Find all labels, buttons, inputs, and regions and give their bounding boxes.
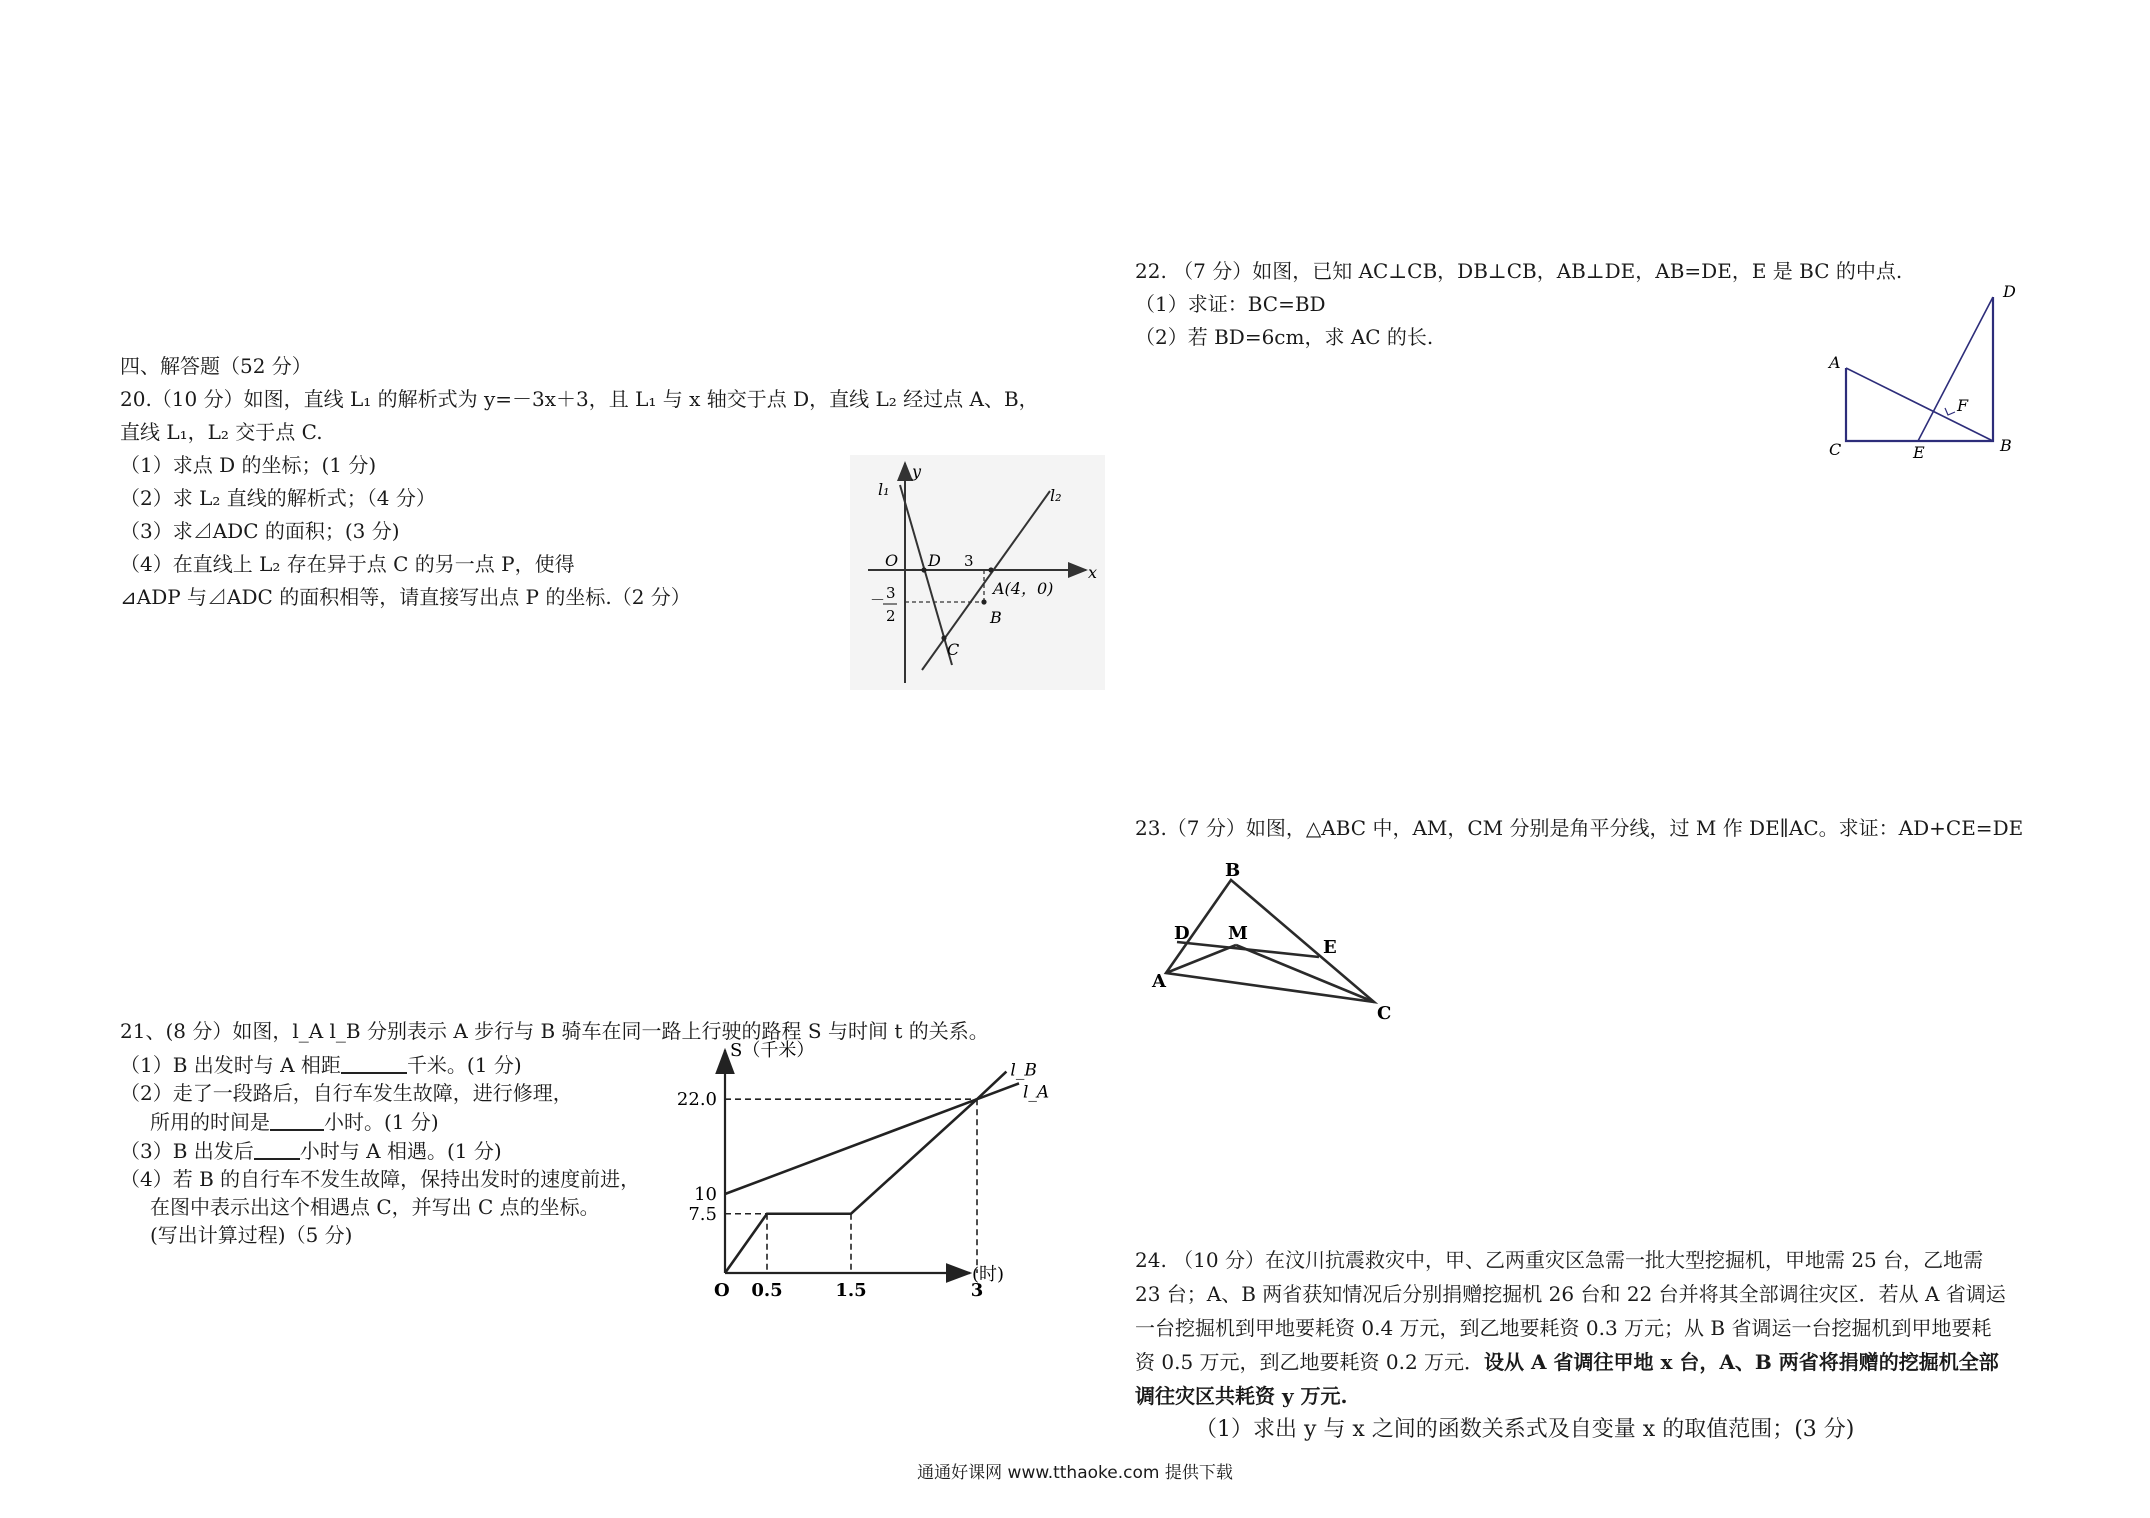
q24-line-3: 一台挖掘机到甲地要耗资 0.4 万元，到乙地要耗资 0.3 万元；从 B 省调运一台挖掘机到甲地要耗: [1135, 1316, 1992, 1340]
chart-xlabel: (时): [972, 1264, 1005, 1285]
q23-label-d: D: [1174, 923, 1190, 944]
q21-blank-2[interactable]: [270, 1107, 324, 1131]
q21-stem: 21、(8 分）如图，l_A l_B 分别表示 A 步行与 B 骑车在同一路上行驶的路程 S 与时间 t 的关系。: [120, 1019, 989, 1043]
point-d: [921, 567, 926, 572]
label-d: D: [928, 551, 941, 570]
label-y: y: [912, 462, 922, 481]
label-three: 3: [964, 552, 974, 570]
q22-label-a: A: [1829, 353, 1841, 372]
q21-chart: [660, 1030, 1050, 1301]
series-label-lA: l_A: [1023, 1082, 1050, 1103]
label-c: C: [947, 640, 960, 659]
page-footer: 通通好课网 www.tthaoke.com 提供下载: [917, 1463, 1233, 1483]
q23-stem: 23.（7 分）如图，△ABC 中，AM，CM 分别是角平分线，过 M 作 DE∥AC。求证：AD+CE=DE: [1135, 816, 2024, 840]
q21-p4-b: 在图中表示出这个相遇点 C，并写出 C 点的坐标。: [150, 1195, 600, 1219]
q21-parts: [120, 1050, 640, 1249]
q21-p4-a: （4）若 B 的自行车不发生故障，保持出发时的速度前进，: [120, 1167, 641, 1191]
q20-part-4: （4）在直线上 L₂ 存在异于点 C 的另一点 P，使得: [120, 552, 575, 576]
q20-figure: [850, 455, 1105, 690]
x-tick-0-5: 0.5: [751, 1280, 783, 1301]
q21-p4-c: (写出计算过程)（5 分): [150, 1223, 353, 1247]
q22-part-1: （1）求证：BC=BD: [1135, 292, 1326, 316]
y-tick-22: 22.0: [676, 1089, 717, 1111]
q23-label-e: E: [1323, 937, 1337, 958]
q24-block: [1135, 1243, 2006, 1447]
q22-label-f: F: [1957, 396, 1969, 415]
q24-line-2: 23 台；A、B 两省获知情况后分别捐赠挖掘机 26 台和 22 台并将其全部调往灾区．若从 A 省调运: [1135, 1282, 2006, 1306]
q23-label-b: B: [1225, 860, 1241, 881]
section-heading: 四、解答题（52 分）: [120, 354, 312, 378]
label-o: O: [885, 551, 899, 570]
q24-line-4a: 资 0.5 万元，到乙地要耗资 0.2 万元．: [1135, 1350, 1485, 1374]
point-a: [988, 567, 993, 572]
segment-de: [1918, 297, 1993, 441]
label-l2: l₂: [1050, 486, 1062, 505]
q22-label-d: D: [2003, 282, 2016, 301]
q22-figure-svg: [1815, 282, 2040, 470]
q24-line-4b: 设从 A 省调往甲地 x 台，A、B 两省将捐赠的挖掘机全部: [1484, 1350, 1999, 1374]
q20-part-4-cont: ⊿ADP 与⊿ADC 的面积相等，请直接写出点 P 的坐标.（2 分）: [120, 585, 691, 609]
x-tick-1-5: 1.5: [835, 1280, 867, 1301]
q21-blank-1[interactable]: [341, 1050, 407, 1074]
label-a: A(4，0): [993, 579, 1054, 598]
series-line-lB: [725, 1072, 1006, 1273]
q23-figure: [1140, 850, 1410, 1024]
q24-part-1: （1）求出 y 与 x 之间的函数关系式及自变量 x 的取值范围；(3 分): [1195, 1417, 1855, 1442]
q22-label-b: B: [2000, 436, 2012, 455]
label-frac-den: 2: [886, 607, 896, 625]
y-tick-10: 10: [694, 1184, 717, 1205]
q22-stem: 22. （7 分）如图，已知 AC⊥CB，DB⊥CB，AB⊥DE，AB=DE，E 是 BC 的中点.: [1135, 259, 1903, 283]
label-frac-minus: －: [870, 591, 886, 609]
q24-line-1: 24. （10 分）在汶川抗震救灾中，甲、乙两重灾区急需一批大型挖掘机，甲地需 25 台，乙地需: [1135, 1248, 1984, 1272]
q21-p2-c: 小时。(1 分): [324, 1110, 439, 1134]
q22-outline: [1846, 297, 1993, 441]
chart-ylabel: S（千米）: [730, 1040, 815, 1061]
q20-stem-1: 20.（10 分）如图，直线 L₁ 的解析式为 y=－3x＋3，且 L₁ 与 x 轴交于点 D，直线 L₂ 经过点 A、B，: [120, 387, 1039, 411]
q23-label-c: C: [1377, 1003, 1392, 1024]
q21-p3-a: （3）B 出发后: [120, 1139, 254, 1163]
point-b: [981, 599, 986, 604]
q21-p1-a: （1）B 出发时与 A 相距: [120, 1053, 341, 1077]
q21-p3-b: 小时与 A 相遇。(1 分): [299, 1139, 502, 1163]
q21-p1-b: 千米。(1 分): [406, 1053, 522, 1077]
point-c: [941, 635, 946, 640]
q21-chart-svg: [660, 1030, 1050, 1301]
y-tick-7-5: 7.5: [688, 1203, 717, 1225]
q22-block: [1135, 255, 1902, 354]
right-angle-mark: [1945, 408, 1955, 415]
label-frac-num: 3: [886, 584, 896, 602]
series-label-lB: l_B: [1010, 1060, 1037, 1081]
q23-figure-svg: [1140, 850, 1410, 1024]
q20-stem-2: 直线 L₁，L₂ 交于点 C.: [120, 420, 323, 444]
segment-ab: [1846, 368, 1993, 441]
q21-blank-3[interactable]: [254, 1136, 300, 1160]
q20-figure-svg: [850, 455, 1105, 690]
q20-part-3: （3）求⊿ADC 的面积；(3 分): [120, 519, 400, 543]
q20-part-2: （2）求 L₂ 直线的解析式；（4 分）: [120, 486, 436, 510]
label-x: x: [1088, 563, 1098, 582]
label-b: B: [990, 608, 1002, 627]
q23-label-m: M: [1228, 923, 1248, 944]
q22-label-c: C: [1829, 440, 1842, 459]
q22-figure: [1815, 282, 2040, 470]
q22-label-e: E: [1913, 443, 1925, 462]
triangle-abc: [1166, 880, 1374, 1002]
x-tick-3: 3: [970, 1280, 984, 1301]
label-l1: l₁: [878, 480, 890, 499]
q21-p2-a: （2）走了一段路后，自行车发生故障，进行修理，: [120, 1081, 573, 1105]
q23-label-a: A: [1152, 971, 1166, 992]
chart-origin: O: [714, 1280, 730, 1301]
q21-p2-b: 所用的时间是: [150, 1110, 270, 1134]
q20-part-1: （1）求点 D 的坐标；(1 分): [120, 453, 377, 477]
q24-line-5: 调往灾区共耗资 y 万元.: [1135, 1384, 1348, 1408]
q22-part-2: （2）若 BD=6cm，求 AC 的长.: [1135, 325, 1434, 349]
